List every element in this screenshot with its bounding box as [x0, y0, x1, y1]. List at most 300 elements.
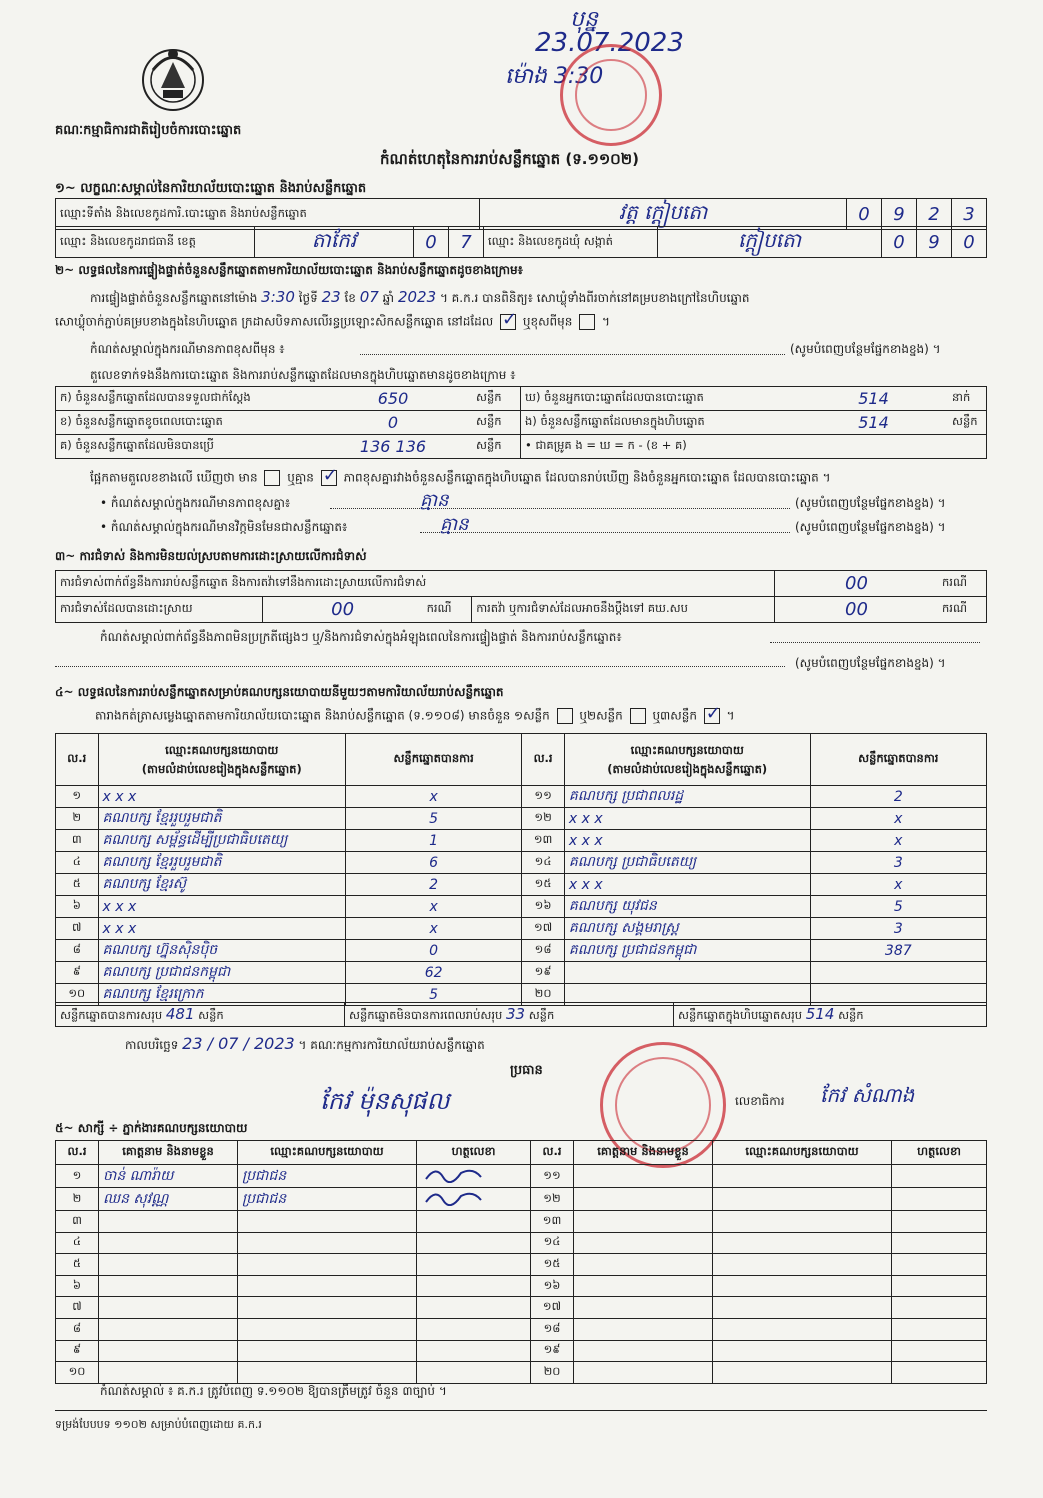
- total-invalid-value: 33: [505, 1004, 526, 1023]
- right-row-votes: 387: [810, 940, 986, 962]
- witness-name-left: [99, 1254, 238, 1276]
- table-row: [56, 1211, 987, 1233]
- witness-sign-left: [417, 1254, 531, 1276]
- table-row: [56, 1297, 987, 1319]
- left-row-votes: 6: [345, 852, 521, 874]
- witness-no-left: ១០: [56, 1362, 99, 1384]
- form-title: កំណត់ហេតុនៃការរាប់សន្លឹកឆ្នោត (ទ.១១០២): [380, 150, 640, 168]
- verify-year-label: ឆ្នាំ: [382, 291, 395, 305]
- totals-table: [55, 1002, 987, 1027]
- count-c-unit: សន្លឹក: [472, 435, 521, 459]
- witness-no-left: ៥: [56, 1254, 99, 1276]
- tally-one-checkbox[interactable]: [557, 708, 573, 724]
- count-b-value: 0: [314, 411, 472, 435]
- total-box-value: 514: [805, 1004, 835, 1023]
- tally-three-checkbox[interactable]: [704, 708, 720, 724]
- witness-no-left: ១: [56, 1165, 99, 1188]
- verify-rest: ។ គ.ក.រ បានពិនិត្យ៖ សោឃ្លុំទាំងពីរចាក់នៅគម្របខាងក្រៅនៃហិបឆ្នោត: [439, 291, 750, 305]
- verify-time-label: ការផ្ទៀងផ្ទាត់ចំនួនសន្លឹកឆ្នោតនៅម៉ោង: [90, 291, 258, 305]
- left-row-no: ៩: [56, 962, 99, 984]
- fill-back-note-2: (សូមបំពេញបន្ថែមផ្នែកខាងខ្នង) ។: [795, 496, 946, 510]
- witness-table: [55, 1140, 987, 1384]
- done-line: [125, 1034, 485, 1053]
- col-no-right: ល.រ: [522, 734, 565, 786]
- witness-name-right: [574, 1275, 713, 1297]
- verify-time: 3:30: [261, 288, 295, 306]
- witness-sign-right: [892, 1340, 987, 1362]
- intact-checkbox[interactable]: [500, 314, 516, 330]
- nec-emblem-icon: [135, 40, 211, 116]
- right-row-no: ១៦: [522, 896, 565, 918]
- witness-name-left: ចាន់ ណារ៉ាយ: [99, 1165, 238, 1188]
- president-name: កែវ ម៉ុនសុផល: [320, 1087, 450, 1115]
- table-row: [56, 918, 987, 940]
- table-row: [56, 830, 987, 852]
- count-e-label: ង) ចំនួនសន្លឹកឆ្នោតដែលមានក្នុងហិបឆ្នោត: [521, 411, 800, 435]
- col-votes-left: សន្លឹកឆ្នោតបានការ: [345, 734, 521, 786]
- witness-sign-left: [417, 1297, 531, 1319]
- objection-row1-label: ការជំទាស់ពាក់ព័ន្ធនឹងការរាប់សន្លឹកឆ្នោត និងការតវ៉ាទៅនឹងការដោះស្រាយលើការជំទាស់: [56, 571, 775, 597]
- left-row-no: ១: [56, 786, 99, 808]
- witness-name-left: [99, 1297, 238, 1319]
- right-row-votes: 5: [810, 896, 986, 918]
- section1-table-row2: [55, 226, 987, 258]
- witness-no-left: ៩: [56, 1340, 99, 1362]
- left-row-no: ៨: [56, 940, 99, 962]
- right-row-no: ១៥: [522, 874, 565, 896]
- fill-back-note-4: (សូមបំពេញបន្ថែមផ្នែកខាងខ្នង) ។: [795, 656, 946, 670]
- witness-no-left: ៧: [56, 1297, 99, 1319]
- right-row-party: x x x: [564, 808, 810, 830]
- table-row: [56, 1188, 987, 1211]
- witness-name-right: [574, 1254, 713, 1276]
- count-a-label: ក) ចំនួនសន្លឹកឆ្នោតដែលបានទទួលជាក់ស្តែង: [56, 387, 315, 411]
- table-row: [56, 874, 987, 896]
- witness-no-right: ២០: [531, 1362, 574, 1384]
- right-row-no: ១៧: [522, 918, 565, 940]
- table-row: [56, 1362, 987, 1384]
- witness-no-right: ១៥: [531, 1254, 574, 1276]
- bullet1-label: • កំណត់សម្គាល់ក្នុងករណីមានភាពខុសគ្នា៖: [100, 496, 291, 510]
- witness-sign-left: [417, 1211, 531, 1233]
- witness-sign-left: [417, 1362, 531, 1384]
- location-code-4: 3: [952, 199, 987, 230]
- right-row-no: ១៤: [522, 852, 565, 874]
- witness-no-right: ១៤: [531, 1232, 574, 1254]
- witness-sign-right: [892, 1318, 987, 1340]
- right-row-votes: x: [810, 874, 986, 896]
- right-row-votes: [810, 962, 986, 984]
- right-row-party: គណបក្ស ប្រជាពលរដ្ឋ: [564, 786, 810, 808]
- right-row-no: ១២: [522, 808, 565, 830]
- witness-party-right: [713, 1188, 892, 1211]
- table-row: [56, 1165, 987, 1188]
- counts-table: [55, 386, 987, 459]
- witness-no-right: ១១: [531, 1165, 574, 1188]
- verification-line1: [90, 288, 750, 306]
- count-b-label: ខ) ចំនួនសន្លឹកឆ្នោតខូចពេលបោះឆ្នោត: [56, 411, 315, 435]
- table-row: [56, 962, 987, 984]
- table-row: [56, 1318, 987, 1340]
- verify-day: 23: [321, 288, 341, 306]
- total-invalid-label: សន្លឹកឆ្នោតមិនបានការពេលរាប់សរុប: [349, 1007, 503, 1022]
- witness-party-right: [713, 1297, 892, 1319]
- objection-row1-value: 00: [775, 571, 939, 597]
- right-row-votes: x: [810, 830, 986, 852]
- objection-row2-label2: ការតវ៉ា ឬការជំទាស់ដែលអាចនឹងប្តឹងទៅ គឃ.សប: [472, 597, 775, 623]
- w-col-party-right: ឈ្មោះគណបក្សនយោបាយ: [713, 1141, 892, 1165]
- witness-party-left: [238, 1275, 417, 1297]
- objection-row2-value2: 00: [775, 597, 939, 623]
- changed-checkbox[interactable]: [579, 314, 595, 330]
- total-invalid-cell: [345, 1003, 674, 1027]
- count-c-value: 136 136: [314, 435, 472, 459]
- count-c-label: គ) ចំនួនសន្លឹកឆ្នោតដែលមិនបានប្រើ: [56, 435, 315, 459]
- section4-heading: ៤~ លទ្ធផលនៃការរាប់សន្លឹកឆ្នោតសម្រាប់គណបក្សនយោបាយនីមួយៗតាមការិយាល័យរាប់សន្លឹកឆ្នោត: [55, 685, 504, 699]
- left-row-party: គណបក្ស ប្រជាជនកម្ពុជា: [98, 962, 345, 984]
- witness-name-right: [574, 1188, 713, 1211]
- col-party-right: [564, 734, 810, 786]
- secretary-name: កែវ សំណាង: [820, 1083, 915, 1107]
- results-table: [55, 733, 987, 1006]
- tally-one: តារាងកត់ត្រាសម្លេងឆ្នោតតាមការិយាល័យបោះឆ្នោត និងរាប់សន្លឹកឆ្នោត (ទ.១១០៨) មានចំនួន ១សន្លឹក: [95, 708, 550, 723]
- right-row-party: គណបក្ស ប្រជាធិបតេយ្យ: [564, 852, 810, 874]
- done-date-label: កាលបរិច្ឆេទ: [125, 1038, 179, 1052]
- witness-party-left: [238, 1340, 417, 1362]
- total-valid-label: សន្លឹកឆ្នោតបានការសរុប: [60, 1007, 163, 1022]
- form-note: ទម្រង់បែបបទ ១១០២ សម្រាប់បំពេញដោយ គ.ក.រ: [55, 1418, 262, 1431]
- table-row: [56, 940, 987, 962]
- left-row-no: ៤: [56, 852, 99, 874]
- irregularity-line-2: [55, 666, 785, 667]
- objection-row1-unit: ករណី: [938, 571, 987, 597]
- table-row: [56, 1232, 987, 1254]
- bullet1-value: គ្មាន: [420, 490, 449, 511]
- witness-sign-left: [417, 1318, 531, 1340]
- left-row-no: ៦: [56, 896, 99, 918]
- commune-label: ឈ្មោះ និងលេខកូដឃុំ សង្កាត់: [484, 227, 658, 258]
- witness-party-right: [713, 1362, 892, 1384]
- left-row-party: គណបក្ស ខ្មែរស៊ូ: [98, 874, 345, 896]
- official-seal-top: [560, 44, 662, 146]
- witness-no-right: ១៦: [531, 1275, 574, 1297]
- count-e-value: 514: [799, 411, 948, 435]
- no-diff-checkbox[interactable]: [321, 470, 337, 486]
- fill-back-note-1: (សូមបំពេញបន្ថែមផ្នែកខាងខ្នង) ។: [790, 342, 941, 356]
- table-row: [56, 808, 987, 830]
- counts-intro: តួលេខទាក់ទងនឹងការបោះឆ្នោត និងការរាប់សន្លឹកឆ្នោតដែលមានក្នុងហិបឆ្នោតមានដូចខាងក្រោម ៖: [90, 368, 516, 382]
- table-row: [56, 896, 987, 918]
- col-votes-right: សន្លឹកឆ្នោតបានការ: [810, 734, 986, 786]
- tally-two-checkbox[interactable]: [630, 708, 646, 724]
- seal-intact-text: សោឃ្លុំចាក់ភ្ជាប់គម្របខាងក្នុងនៃហិបឆ្នោត ក្រដាសបិទភាសលើរន្ធប្រឡោះសិកសន្លឹកឆ្នោត នៅដដែល: [55, 314, 494, 329]
- section2-heading: ២~ លទ្ធផលនៃការផ្ទៀងផ្ទាត់ចំនួនសន្លឹកឆ្នោតតាមការិយាល័យបោះឆ្នោត និងរាប់សន្លឹកឆ្នោតដូចខាងក្រោម៖: [55, 263, 523, 277]
- footer-divider: [55, 1410, 987, 1411]
- witness-party-right: [713, 1275, 892, 1297]
- right-row-no: ១៨: [522, 940, 565, 962]
- w-col-name-left: គោត្តនាម និងនាមខ្លួន: [99, 1141, 238, 1165]
- witness-name-right: [574, 1232, 713, 1254]
- commune-code-1: 0: [882, 227, 917, 258]
- location-code-2: 9: [882, 199, 917, 230]
- left-row-no: ៥: [56, 874, 99, 896]
- witness-no-left: ២: [56, 1188, 99, 1211]
- count-e-unit: សន្លឹក: [948, 411, 987, 435]
- left-row-votes: 0: [345, 940, 521, 962]
- verify-month: 07: [359, 288, 379, 306]
- right-row-votes: 2: [810, 786, 986, 808]
- col-party-left-sub: (តាមលំដាប់លេខរៀងក្នុងសន្លឹកឆ្នោត): [141, 761, 302, 776]
- left-row-votes: x: [345, 786, 521, 808]
- left-row-party: x x x: [98, 896, 345, 918]
- left-row-votes: 5: [345, 984, 521, 1006]
- count-d-label: ឃ) ចំនួនអ្នកបោះឆ្នោតដែលបានបោះឆ្នោត: [521, 387, 800, 411]
- left-row-no: ២: [56, 808, 99, 830]
- witness-name-left: [99, 1362, 238, 1384]
- bullet2-line: [420, 532, 790, 533]
- witness-sign-right: [892, 1362, 987, 1384]
- right-row-party: x x x: [564, 874, 810, 896]
- witness-no-right: ១៨: [531, 1318, 574, 1340]
- right-row-party: គណបក្ស សង្គមរាស្ត្រ: [564, 918, 810, 940]
- witness-party-left: ប្រជាជន: [238, 1165, 417, 1188]
- handwritten-date: 23.07.2023: [535, 28, 684, 58]
- total-valid-unit: សន្លឹក: [198, 1007, 224, 1022]
- left-row-votes: x: [345, 918, 521, 940]
- right-row-no: ១៩: [522, 962, 565, 984]
- witness-name-left: [99, 1211, 238, 1233]
- province-value: តាកែវ: [255, 227, 414, 258]
- total-valid-value: 481: [165, 1004, 195, 1023]
- w-col-sign-right: ហត្ថលេខា: [892, 1141, 987, 1165]
- count-a-unit: សន្លឹក: [472, 387, 521, 411]
- col-party-left: [98, 734, 345, 786]
- objection-row2-value: 00: [262, 597, 423, 623]
- witness-name-right: [574, 1340, 713, 1362]
- witness-name-left: ឈន សុវណ្ណ: [99, 1188, 238, 1211]
- left-row-votes: 62: [345, 962, 521, 984]
- handwritten-time: ម៉ោង 3:30: [505, 64, 604, 89]
- right-row-party: x x x: [564, 830, 810, 852]
- witness-no-left: ៤: [56, 1232, 99, 1254]
- bullet2-label: • កំណត់សម្គាល់ក្នុងករណីមានវិក្កមិនមែនជាសន្លឹកឆ្នោត៖: [100, 520, 348, 534]
- right-row-no: ២០: [522, 984, 565, 1006]
- witness-no-right: ១៩: [531, 1340, 574, 1362]
- witness-party-right: [713, 1211, 892, 1233]
- witness-sign-left: [417, 1232, 531, 1254]
- left-row-party: គណបក្ស សម្ព័ន្ធដើម្បីប្រជាធិបតេយ្យ: [98, 830, 345, 852]
- right-row-votes: 3: [810, 852, 986, 874]
- table-row: [56, 1275, 987, 1297]
- compare-none: ឬគ្មាន: [287, 470, 314, 485]
- location-code-1: 0: [847, 199, 882, 230]
- total-box-cell: [674, 1003, 987, 1027]
- location-code-3: 2: [917, 199, 952, 230]
- w-col-party-left: ឈ្មោះគណបក្សនយោបាយ: [238, 1141, 417, 1165]
- location-value: វត្ត ក្តៀបតោ: [480, 199, 847, 230]
- witness-party-right: [713, 1232, 892, 1254]
- org-name: គណៈកម្មាធិការជាតិរៀបចំការបោះឆ្នោត: [55, 123, 242, 138]
- left-row-party: គណបក្ស ហ្វ៊ុនស៊ិនប៉ិច: [98, 940, 345, 962]
- bullet1-line: [330, 508, 790, 509]
- witness-name-left: [99, 1318, 238, 1340]
- table-row: [56, 1254, 987, 1276]
- left-row-no: ១០: [56, 984, 99, 1006]
- witness-name-left: [99, 1232, 238, 1254]
- witness-sign-right: [892, 1188, 987, 1211]
- verify-month-label: ខែ: [344, 291, 356, 305]
- right-row-party: [564, 962, 810, 984]
- w-col-no-left: ល.រ: [56, 1141, 99, 1165]
- commune-value: ក្តៀបតោ: [658, 227, 882, 258]
- witness-sign-right: [892, 1232, 987, 1254]
- province-label: ឈ្មោះ និងលេខកូដរាជធានី ខេត្ត: [56, 227, 255, 258]
- compare-line: [90, 470, 831, 486]
- col-party-right-title: ឈ្មោះគណបក្សនយោបាយ: [630, 743, 744, 758]
- witness-name-right: [574, 1318, 713, 1340]
- witness-no-right: ១៣: [531, 1211, 574, 1233]
- left-row-party: x x x: [98, 918, 345, 940]
- witness-sign-right: [892, 1165, 987, 1188]
- witness-party-left: [238, 1232, 417, 1254]
- witness-name-right: [574, 1165, 713, 1188]
- right-row-party: គណបក្ស យុវជន: [564, 896, 810, 918]
- verify-year: 2023: [397, 288, 437, 306]
- witness-name-right: [574, 1362, 713, 1384]
- count-d-value: 514: [799, 387, 948, 411]
- left-row-no: ៧: [56, 918, 99, 940]
- col-no-left: ល.រ: [56, 734, 99, 786]
- table-row: [56, 852, 987, 874]
- witness-sign-left: [417, 1165, 531, 1188]
- witness-sign-left: [417, 1275, 531, 1297]
- total-invalid-unit: សន្លឹក: [528, 1007, 555, 1022]
- witness-name-right: [574, 1211, 713, 1233]
- w-col-name-right: គោត្តនាម និងនាមខ្លួន: [574, 1141, 713, 1165]
- handwritten-note-1: បុន្ន: [570, 7, 598, 32]
- signature-mark: [421, 1188, 491, 1206]
- formula: • ជាគម្រូគ ង = ឃ = ក - (ខ + គ): [521, 435, 987, 459]
- total-valid-cell: [56, 1003, 345, 1027]
- witness-sign-right: [892, 1211, 987, 1233]
- witness-no-right: ១២: [531, 1188, 574, 1211]
- count-a-value: 650: [314, 387, 472, 411]
- witness-party-left: [238, 1297, 417, 1319]
- left-row-party: គណបក្ស ខ្មែររួបរួមជាតិ: [98, 808, 345, 830]
- done-date: 23 / 07 / 2023: [182, 1034, 295, 1053]
- witness-name-left: [99, 1275, 238, 1297]
- secretary-label: លេខាធិការ: [735, 1094, 785, 1108]
- left-row-party: គណបក្ស ខ្មែរក្រោក: [98, 984, 345, 1006]
- witness-party-right: [713, 1318, 892, 1340]
- witness-party-right: [713, 1165, 892, 1188]
- w-col-no-right: ល.រ: [531, 1141, 574, 1165]
- witness-sign-right: [892, 1297, 987, 1319]
- tally-three: ឬ៣សន្លឹក: [652, 708, 697, 723]
- count-b-unit: សន្លឹក: [472, 411, 521, 435]
- note-diff-label: កំណត់សម្គាល់ក្នុងករណីមានភាពខុសពីមុន ៖: [90, 342, 285, 356]
- bullet2-value: គ្មាន: [440, 514, 469, 535]
- witness-party-right: [713, 1340, 892, 1362]
- left-row-votes: 5: [345, 808, 521, 830]
- right-row-no: ១១: [522, 786, 565, 808]
- col-party-right-sub: (តាមលំដាប់លេខរៀងក្នុងសន្លឹកឆ្នោត): [607, 761, 768, 776]
- objections-table: [55, 570, 987, 623]
- witness-sign-right: [892, 1254, 987, 1276]
- footer-note: កំណត់សម្គាល់ ៖ គ.ក.រ ត្រូវបំពេញ ទ.១១០២ ឱ្យបានត្រឹមត្រូវ ចំនួន ៣ច្បាប់ ។: [100, 1384, 447, 1398]
- irregularity-note: កំណត់សម្គាល់ពាក់ព័ន្ធនឹងភាពមិនប្រក្រតីផ្សេងៗ ឬ/និងការជំទាស់ក្នុងអំឡុងពេលនៃការផ្ទៀងផ្ទាត់ និងការរាប់សន្លឹកឆ្នោត៖: [100, 630, 622, 644]
- witness-party-right: [713, 1254, 892, 1276]
- tally-line: តារាងកត់ត្រាសម្លេងឆ្នោតតាមការិយាល័យបោះឆ្នោត និងរាប់សន្លឹកឆ្នោត (ទ.១១០៨) មានចំនួន ១សន្លឹក ឬ២សន្លឹក ឬ៣សន្លឹក ✓ ។: [95, 708, 735, 724]
- objection-row2-unit: ករណី: [423, 597, 472, 623]
- w-col-sign-left: ហត្ថលេខា: [417, 1141, 531, 1165]
- witness-sign-left: [417, 1340, 531, 1362]
- compare-rest: ភាពខុសគ្នារវាងចំនួនសន្លឹកឆ្នោតក្នុងហិបឆ្នោត ដែលបានរាប់ឃើញ និងចំនួនអ្នកបោះឆ្នោត ដែលបានបោះឆ្នោត ។: [343, 470, 831, 485]
- signature-mark: [421, 1165, 491, 1183]
- witness-party-left: [238, 1362, 417, 1384]
- location-label: ឈ្មោះទីតាំង និងលេខកូដការិ.បោះឆ្នោត និងរាប់សន្លឹកឆ្នោត: [56, 199, 480, 230]
- president-title: ប្រធាន: [510, 1063, 543, 1078]
- witness-party-left: [238, 1318, 417, 1340]
- objection-row2-label: ការជំទាស់ដែលបានដោះស្រាយ: [56, 597, 263, 623]
- total-box-unit: សន្លឹក: [838, 1007, 864, 1022]
- total-box-label: សន្លឹកឆ្នោតក្នុងហិបឆ្នោតសរុប: [678, 1007, 803, 1022]
- section5-heading: ៥~ សាក្សី ÷ ភ្នាក់ងារគណបក្សនយោបាយ: [55, 1121, 248, 1135]
- changed-text: ឬខុសពីមុន: [522, 314, 573, 329]
- section1-heading: ១~ លក្ខណៈសម្គាល់នៃការិយាល័យបោះឆ្នោត និងរាប់សន្លឹកឆ្នោត: [55, 181, 367, 196]
- witness-no-right: ១៧: [531, 1297, 574, 1319]
- witness-party-left: [238, 1211, 417, 1233]
- witness-no-left: ៦: [56, 1275, 99, 1297]
- witness-sign-right: [892, 1275, 987, 1297]
- fill-back-note-3: (សូមបំពេញបន្ថែមផ្នែកខាងខ្នង) ។: [795, 520, 946, 534]
- verification-line2: សោឃ្លុំចាក់ភ្ជាប់គម្របខាងក្នុងនៃហិបឆ្នោត ក្រដាសបិទភាសលើរន្ធប្រឡោះសិកសន្លឹកឆ្នោត នៅដដែល ✓ ឬខុសពីមុន ។: [55, 314, 610, 330]
- province-code-1: 0: [414, 227, 449, 258]
- done-by: ។ គណៈកម្មការការិយាល័យរាប់សន្លឹកឆ្នោត: [298, 1038, 485, 1052]
- irregularity-line-1: [770, 642, 980, 643]
- objection-row2-unit2: ករណី: [938, 597, 987, 623]
- col-party-left-title: ឈ្មោះគណបក្សនយោបាយ: [165, 743, 279, 758]
- witness-name-right: [574, 1297, 713, 1319]
- witness-no-left: ៣: [56, 1211, 99, 1233]
- witness-party-left: ប្រជាជន: [238, 1188, 417, 1211]
- witness-party-left: [238, 1254, 417, 1276]
- left-row-votes: x: [345, 896, 521, 918]
- commune-code-2: 9: [917, 227, 952, 258]
- table-row: [56, 786, 987, 808]
- commune-code-3: 0: [952, 227, 987, 258]
- right-row-party: គណបក្ស ប្រជាជនកម្ពុជា: [564, 940, 810, 962]
- right-row-no: ១៣: [522, 830, 565, 852]
- has-diff-checkbox[interactable]: [264, 470, 280, 486]
- left-row-no: ៣: [56, 830, 99, 852]
- tally-two: ឬ២សន្លឹក: [579, 708, 623, 723]
- left-row-votes: 1: [345, 830, 521, 852]
- left-row-party: x x x: [98, 786, 345, 808]
- note-diff-line: [360, 354, 785, 355]
- witness-no-left: ៨: [56, 1318, 99, 1340]
- verify-day-label: ថ្ងៃទី: [298, 291, 318, 305]
- left-row-votes: 2: [345, 874, 521, 896]
- left-row-party: គណបក្ស ខ្មែររួបរួមជាតិ: [98, 852, 345, 874]
- right-row-votes: x: [810, 808, 986, 830]
- count-d-unit: នាក់: [948, 387, 987, 411]
- province-code-2: 7: [449, 227, 484, 258]
- section3-heading: ៣~ ការជំទាស់ និងការមិនយល់ស្របតាមការដោះស្រាយលើការជំទាស់: [55, 549, 367, 563]
- witness-name-left: [99, 1340, 238, 1362]
- witness-sign-left: [417, 1188, 531, 1211]
- compare-has: ផ្អែកតាមតួលេខខាងលើ ឃើញថា មាន: [90, 470, 258, 485]
